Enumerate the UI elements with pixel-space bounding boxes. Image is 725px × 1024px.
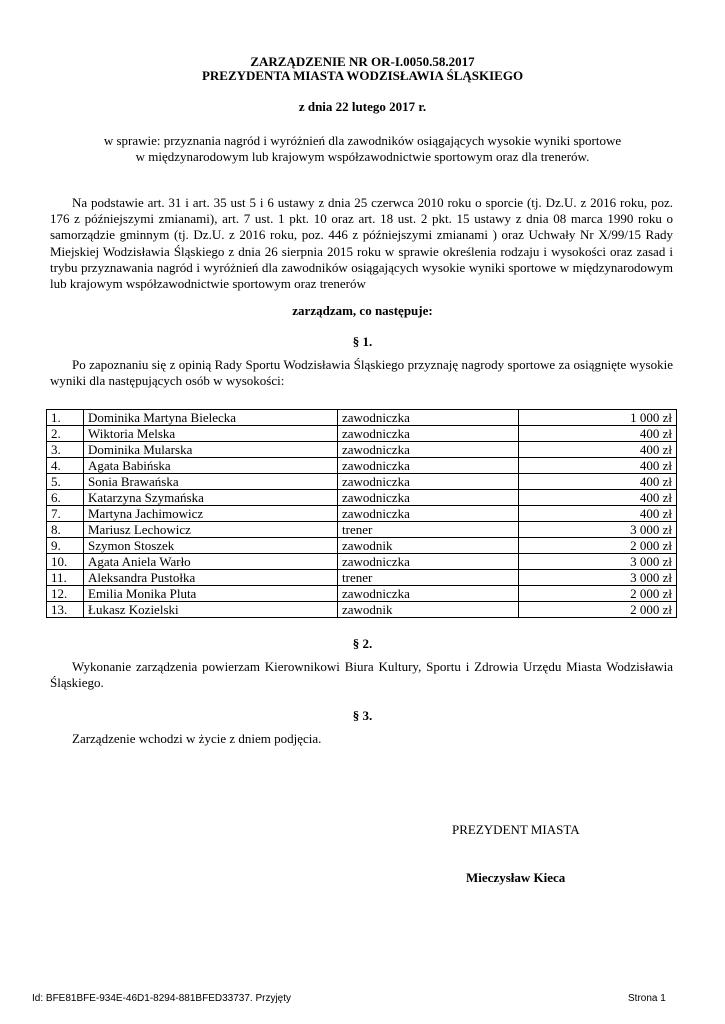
row-number: 6.	[47, 490, 84, 506]
recipient-role: zawodniczka	[338, 490, 519, 506]
section-2-text: Wykonanie zarządzenia powierzam Kierownikowi Biura Kultury, Sportu i Zdrowia Urzędu Miasta Wodzisławia Śląskiego.	[50, 659, 673, 691]
recipient-name: Łukasz Kozielski	[84, 602, 338, 618]
signature-name: Mieczysław Kieca	[466, 870, 566, 885]
order-heading: zarządzam, co następuje:	[292, 303, 433, 318]
table-row	[47, 586, 677, 602]
recipient-role: zawodnik	[338, 602, 519, 618]
recipient-name: Emilia Monika Pluta	[84, 586, 338, 602]
award-amount: 400 zł	[519, 458, 677, 474]
table-row	[47, 538, 677, 554]
row-number: 2.	[47, 426, 84, 442]
award-amount: 3 000 zł	[519, 554, 677, 570]
recipient-name: Katarzyna Szymańska	[84, 490, 338, 506]
award-amount: 400 zł	[519, 490, 677, 506]
footer-page-number: Strona 1	[628, 993, 666, 1004]
document-title-line1: ZARZĄDZENIE NR OR-I.0050.58.2017	[250, 54, 475, 69]
recipient-name: Wiktoria Melska	[84, 426, 338, 442]
table-row	[47, 506, 677, 522]
recipient-role: zawodnik	[338, 538, 519, 554]
section-3-text: Zarządzenie wchodzi w życie z dniem podjęcia.	[72, 731, 322, 746]
row-number: 12.	[47, 586, 84, 602]
document-subject-line1: w sprawie: przyznania nagród i wyróżnień dla zawodników osiągających wysokie wyniki sportowe	[103, 133, 622, 148]
section-1-text: Po zapoznaniu się z opinią Rady Sportu Wodzisławia Śląskiego przyznaję nagrody sportowe za osiągnięte wysokie wyniki dla następujących osób w wysokości:	[50, 357, 673, 389]
table-row	[47, 426, 677, 442]
table-row	[47, 490, 677, 506]
recipient-role: zawodniczka	[338, 586, 519, 602]
recipient-role: trener	[338, 570, 519, 586]
table-row	[47, 442, 677, 458]
recipient-name: Aleksandra Pustołka	[84, 570, 338, 586]
table-row	[47, 410, 677, 426]
row-number: 5.	[47, 474, 84, 490]
award-amount: 3 000 zł	[519, 570, 677, 586]
recipient-name: Szymon Stoszek	[84, 538, 338, 554]
section-2-heading: § 2.	[352, 636, 373, 651]
table-row	[47, 602, 677, 618]
section-3-heading: § 3.	[352, 708, 373, 723]
document-title-line2: PREZYDENTA MIASTA WODZISŁAWIA ŚLĄSKIEGO	[201, 68, 524, 83]
recipient-name: Agata Aniela Warło	[84, 554, 338, 570]
recipient-name: Agata Babińska	[84, 458, 338, 474]
document-date: z dnia 22 lutego 2017 r.	[298, 99, 427, 114]
recipient-role: trener	[338, 522, 519, 538]
footer-document-id: Id: BFE81BFE-934E-46D1-8294-881BFED33737. Przyjęty	[32, 993, 292, 1004]
table-row	[47, 570, 677, 586]
row-number: 1.	[47, 410, 84, 426]
document-subject-line2: w międzynarodowym lub krajowym współzawodnictwie sportowym oraz dla trenerów.	[135, 149, 590, 164]
recipient-role: zawodniczka	[338, 410, 519, 426]
award-amount: 2 000 zł	[519, 602, 677, 618]
table-row	[47, 458, 677, 474]
recipient-role: zawodniczka	[338, 426, 519, 442]
recipient-name: Dominika Mularska	[84, 442, 338, 458]
award-amount: 3 000 zł	[519, 522, 677, 538]
award-amount: 400 zł	[519, 442, 677, 458]
table-row	[47, 474, 677, 490]
row-number: 9.	[47, 538, 84, 554]
signature-title: PREZYDENT MIASTA	[452, 822, 580, 837]
legal-basis-paragraph: Na podstawie art. 31 i art. 35 ust 5 i 6 ustawy z dnia 25 czerwca 2010 roku o sporcie (tj. Dz.U. z 2016 roku, poz. 176 z późniejszymi zmianami), art. 7 ust. 1 pkt. 10 oraz art. 18 ust. 2 pkt. 15 ustawy z dnia 08 marca 1990 roku o samorządzie gminnym (tj. Dz.U. z 2016 roku, poz. 446 z późniejszymi zmianami ) oraz Uchwały Nr X/99/15 Rady Miejskiej Wodzisławia Śląskiego z dnia 26 sierpnia 2015 roku w sprawie określenia rodzaju i wysokości oraz zasad i trybu przyznawania nagród i wyróżnień dla zawodników osiągających wysokie wyniki sportowe w międzynarodowym lub krajowym współzawodnictwie sportowym oraz trenerów	[50, 195, 673, 292]
row-number: 3.	[47, 442, 84, 458]
recipient-name: Dominika Martyna Bielecka	[84, 410, 338, 426]
recipient-name: Martyna Jachimowicz	[84, 506, 338, 522]
award-amount: 400 zł	[519, 506, 677, 522]
award-amount: 2 000 zł	[519, 586, 677, 602]
row-number: 11.	[47, 570, 84, 586]
recipient-role: zawodniczka	[338, 506, 519, 522]
row-number: 10.	[47, 554, 84, 570]
award-amount: 400 zł	[519, 426, 677, 442]
section-1-heading: § 1.	[352, 334, 373, 349]
table-row	[47, 554, 677, 570]
recipient-name: Mariusz Lechowicz	[84, 522, 338, 538]
award-amount: 2 000 zł	[519, 538, 677, 554]
recipient-name: Sonia Brawańska	[84, 474, 338, 490]
recipient-role: zawodniczka	[338, 474, 519, 490]
row-number: 8.	[47, 522, 84, 538]
recipient-role: zawodniczka	[338, 458, 519, 474]
row-number: 7.	[47, 506, 84, 522]
recipient-role: zawodniczka	[338, 442, 519, 458]
recipient-role: zawodniczka	[338, 554, 519, 570]
award-amount: 400 zł	[519, 474, 677, 490]
table-row	[47, 522, 677, 538]
award-amount: 1 000 zł	[519, 410, 677, 426]
row-number: 13.	[47, 602, 84, 618]
awards-table	[46, 409, 677, 618]
row-number: 4.	[47, 458, 84, 474]
